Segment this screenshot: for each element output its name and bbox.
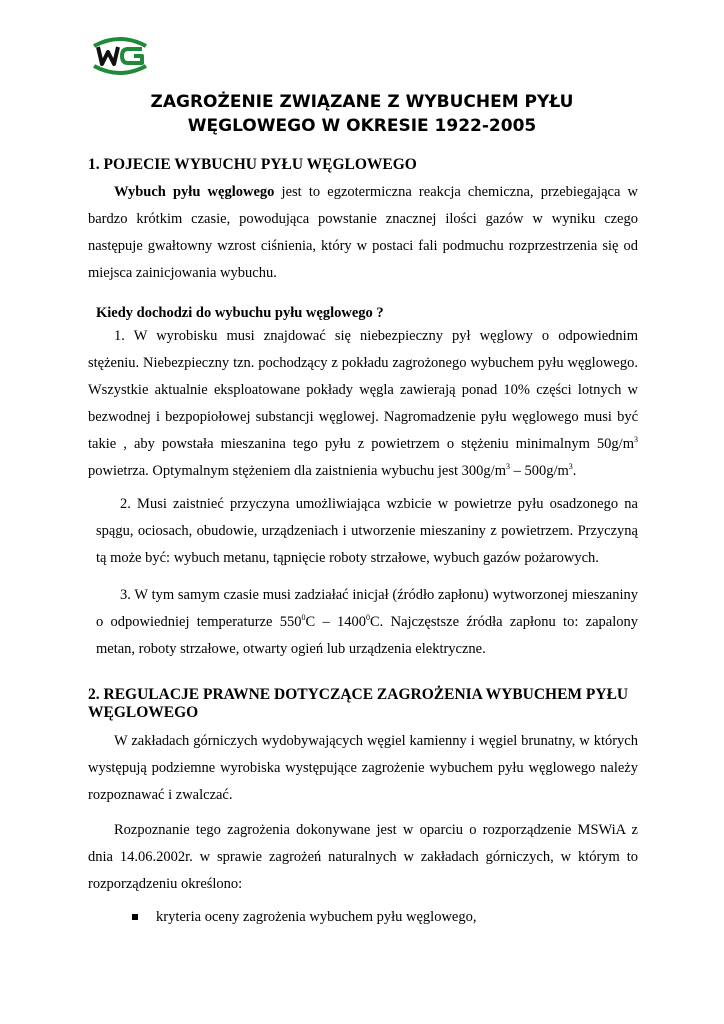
page-title-line-2: WĘGLOWEGO W OKRESIE 1922-2005 [187, 116, 537, 136]
list-item-3-text: C. Najczęstsze źródła zapłonu to: zapalony metan, roboty strzałowe, otwarty ogień lub urządzenia elektryczne. [96, 614, 638, 657]
bullet-text: kryteria oceny zagrożenia wybuchem pyłu węglowego, [156, 909, 477, 925]
superscript: 3 [505, 462, 510, 472]
definition-text: jest to egzotermiczna reakcja chemiczna, przebiegająca w bardzo krótkim czasie, powodująca powstanie znacznej ilości gazów w wyniku czego następuje gwałtowny wzrost ciśnienia, który w postaci fali podmuchu rozprzestrzenia się od miejsca zainicjowania wybuchu. [88, 184, 638, 281]
section-2-paragraph-1: W zakładach górniczych wydobywających węgiel kamienny i węgiel brunatny, w których występują podziemne wyrobiska występujące zagrożenie wybuchem pyłu węglowego należy rozpoznawać i zwalczać. [88, 733, 638, 803]
section-2-paragraph-2: Rozpoznanie tego zagrożenia dokonywane jest w oparciu o rozporządzenie MSWiA z dnia 14.06.2002r. w sprawie zagrożeń naturalnych w zakładach górniczych, w którym to rozporządzeniu określono: [88, 822, 638, 892]
superscript: 3 [568, 462, 573, 472]
definition-paragraph [88, 179, 638, 287]
superscript: 0 [366, 613, 371, 623]
list-item-1-text: . [572, 463, 577, 479]
list-item-3 [96, 582, 638, 663]
superscript: 3 [634, 435, 638, 445]
page-title-line-1: ZAGROŻENIE ZWIĄZANE Z WYBUCHEM PYŁU [150, 92, 574, 112]
list-item-3-text: C – 1400 [305, 614, 367, 630]
square-bullet-icon [132, 914, 138, 920]
list-item [132, 909, 652, 929]
list-item-2: 2. Musi zaistnieć przyczyna umożliwiająca wzbicie w powietrze pyłu osadzonego na spągu, ociosach, obudowie, urządzeniach i utworzenie mieszaniny z powietrzem. Przyczyną tą może być: wybuch metanu, tąpnięcie roboty strzałowe, wybuch gazów pożarowych. [96, 496, 638, 566]
section-2-heading: 2. REGULACJE PRAWNE DOTYCZĄCE ZAGROŻENIA WYBUCHEM PYŁU WĘGLOWEGO [88, 686, 629, 721]
list-item-1 [88, 323, 638, 485]
definition-term: Wybuch pyłu węglowego [114, 184, 275, 200]
list-item-1-text: 1. W wyrobisku musi znajdować się niebezpieczny pył węglowy o odpowiednim stężeniu. Niebezpieczny tzn. pochodzący z pokładu zagrożonego wybuchem pyłu węglowego. Wszystkie aktualnie eksploatowane pokłady węgla zawierają ponad 10% części lotnych w bezwodnej i bezpopiołowej substancji węglowej. Nagromadzenie pyłu węglowego musi być takie , aby powstała mieszanina tego pyłu z powietrzem o stężeniu minimalnym 50g/m [88, 328, 638, 452]
question-heading: Kiedy dochodzi do wybuchu pyłu węglowego ? [96, 305, 384, 321]
list-item-3-text: 3. W tym samym czasie musi zadziałać inicjał (źródło zapłonu) wytworzonej mieszaniny o odpowiedniej temperaturze 550 [96, 587, 638, 630]
list-item-1-text: – 500g/m [509, 463, 569, 479]
page-title [80, 90, 644, 138]
section-1-heading: 1. POJECIE WYBUCHU PYŁU WĘGLOWEGO [88, 156, 417, 173]
company-logo-icon [90, 34, 150, 76]
list-item-1-text: powietrza. Optymalnym stężeniem dla zaistnienia wybuchu jest 300g/m [88, 463, 506, 479]
superscript: 0 [301, 613, 306, 623]
